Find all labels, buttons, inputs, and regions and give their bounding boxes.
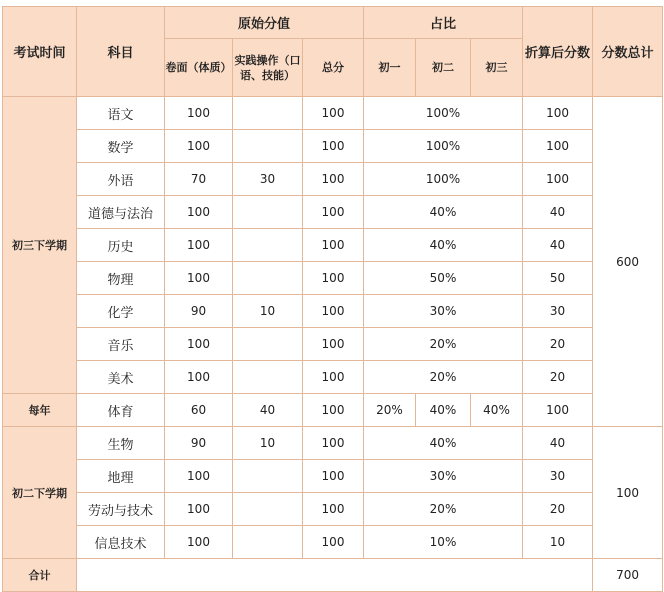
- subject-cell: 信息技术: [77, 526, 165, 559]
- header-converted: 折算后分数: [523, 7, 593, 97]
- header-subject: 科目: [77, 7, 165, 97]
- table-row: [3, 394, 663, 427]
- footer-total: 700: [593, 559, 663, 592]
- table-row: [3, 328, 663, 361]
- subject-cell: 道德与法治: [77, 196, 165, 229]
- converted-cell: 20: [523, 493, 593, 526]
- ratio-cell: 40%: [364, 229, 523, 262]
- g3-grand-total: 600: [593, 97, 663, 427]
- table-row: [3, 97, 663, 130]
- subject-cell: 美术: [77, 361, 165, 394]
- subject-cell: 数学: [77, 130, 165, 163]
- total-cell: 100: [303, 328, 364, 361]
- converted-cell: 40: [523, 427, 593, 460]
- practice-cell: [233, 493, 303, 526]
- paper-cell: 100: [165, 460, 233, 493]
- ratio-cell: 100%: [364, 97, 523, 130]
- subject-cell: 外语: [77, 163, 165, 196]
- practice-cell: [233, 526, 303, 559]
- practice-cell: [233, 460, 303, 493]
- ratio-cell: 20%: [364, 361, 523, 394]
- ratio-grade2-cell: 40%: [416, 394, 471, 427]
- total-cell: 100: [303, 361, 364, 394]
- converted-cell: 100: [523, 163, 593, 196]
- subject-cell: 劳动与技术: [77, 493, 165, 526]
- converted-cell: 100: [523, 130, 593, 163]
- group-yearly-label: 每年: [3, 394, 77, 427]
- paper-cell: 90: [165, 295, 233, 328]
- group-g2-label: 初二下学期: [3, 427, 77, 559]
- g2-grand-total: 100: [593, 427, 663, 559]
- practice-cell: 10: [233, 295, 303, 328]
- paper-cell: 100: [165, 196, 233, 229]
- score-table: [2, 6, 663, 592]
- table-row: [3, 229, 663, 262]
- converted-cell: 20: [523, 361, 593, 394]
- total-cell: 100: [303, 163, 364, 196]
- ratio-cell: 30%: [364, 295, 523, 328]
- converted-cell: 30: [523, 295, 593, 328]
- converted-cell: 40: [523, 229, 593, 262]
- header-practice: 实践操作（口语、技能）: [233, 39, 303, 97]
- table-row: [3, 295, 663, 328]
- paper-cell: 100: [165, 493, 233, 526]
- footer-label: 合计: [3, 559, 77, 592]
- paper-cell: 60: [165, 394, 233, 427]
- paper-cell: 100: [165, 97, 233, 130]
- total-row: [3, 559, 663, 592]
- converted-cell: 100: [523, 97, 593, 130]
- header-exam-time: 考试时间: [3, 7, 77, 97]
- converted-cell: 40: [523, 196, 593, 229]
- ratio-grade3-cell: 40%: [471, 394, 523, 427]
- table-row: [3, 427, 663, 460]
- subject-cell: 历史: [77, 229, 165, 262]
- table-row: [3, 493, 663, 526]
- paper-cell: 100: [165, 361, 233, 394]
- table-row: [3, 262, 663, 295]
- total-cell: 100: [303, 196, 364, 229]
- table-row: [3, 460, 663, 493]
- subject-cell: 语文: [77, 97, 165, 130]
- converted-cell: 20: [523, 328, 593, 361]
- header-raw-score: 原始分值: [165, 7, 364, 39]
- ratio-cell: 40%: [364, 427, 523, 460]
- group-g3-label: 初三下学期: [3, 97, 77, 394]
- total-cell: 100: [303, 97, 364, 130]
- practice-cell: [233, 196, 303, 229]
- header-raw-total: 总分: [303, 39, 364, 97]
- practice-cell: 40: [233, 394, 303, 427]
- practice-cell: [233, 130, 303, 163]
- total-cell: 100: [303, 394, 364, 427]
- total-cell: 100: [303, 229, 364, 262]
- converted-cell: 30: [523, 460, 593, 493]
- total-cell: 100: [303, 526, 364, 559]
- practice-cell: [233, 97, 303, 130]
- practice-cell: [233, 328, 303, 361]
- total-cell: 100: [303, 130, 364, 163]
- subject-cell: 物理: [77, 262, 165, 295]
- total-cell: 100: [303, 493, 364, 526]
- table-row: [3, 163, 663, 196]
- table-row: [3, 361, 663, 394]
- total-cell: 100: [303, 427, 364, 460]
- paper-cell: 100: [165, 229, 233, 262]
- header-grade2: 初二: [416, 39, 471, 97]
- subject-cell: 生物: [77, 427, 165, 460]
- practice-cell: [233, 361, 303, 394]
- subject-cell: 地理: [77, 460, 165, 493]
- practice-cell: [233, 229, 303, 262]
- paper-cell: 100: [165, 526, 233, 559]
- ratio-cell: 20%: [364, 493, 523, 526]
- header-grade1: 初一: [364, 39, 416, 97]
- paper-cell: 70: [165, 163, 233, 196]
- header-ratio: 占比: [364, 7, 523, 39]
- total-cell: 100: [303, 295, 364, 328]
- header-paper: 卷面（体质）: [165, 39, 233, 97]
- table-row: [3, 526, 663, 559]
- ratio-cell: 20%: [364, 328, 523, 361]
- ratio-cell: 100%: [364, 163, 523, 196]
- total-cell: 100: [303, 262, 364, 295]
- subject-cell: 体育: [77, 394, 165, 427]
- paper-cell: 90: [165, 427, 233, 460]
- converted-cell: 10: [523, 526, 593, 559]
- practice-cell: 30: [233, 163, 303, 196]
- ratio-cell: 100%: [364, 130, 523, 163]
- ratio-cell: 10%: [364, 526, 523, 559]
- header-grade3: 初三: [471, 39, 523, 97]
- ratio-cell: 50%: [364, 262, 523, 295]
- paper-cell: 100: [165, 130, 233, 163]
- ratio-cell: 40%: [364, 196, 523, 229]
- subject-cell: 化学: [77, 295, 165, 328]
- subject-cell: 音乐: [77, 328, 165, 361]
- converted-cell: 100: [523, 394, 593, 427]
- ratio-cell: 30%: [364, 460, 523, 493]
- paper-cell: 100: [165, 328, 233, 361]
- ratio-grade1-cell: 20%: [364, 394, 416, 427]
- total-cell: 100: [303, 460, 364, 493]
- footer-empty-cell: [77, 559, 593, 592]
- practice-cell: 10: [233, 427, 303, 460]
- table-row: [3, 196, 663, 229]
- table-row: [3, 130, 663, 163]
- paper-cell: 100: [165, 262, 233, 295]
- header-grand-total: 分数总计: [593, 7, 663, 97]
- practice-cell: [233, 262, 303, 295]
- converted-cell: 50: [523, 262, 593, 295]
